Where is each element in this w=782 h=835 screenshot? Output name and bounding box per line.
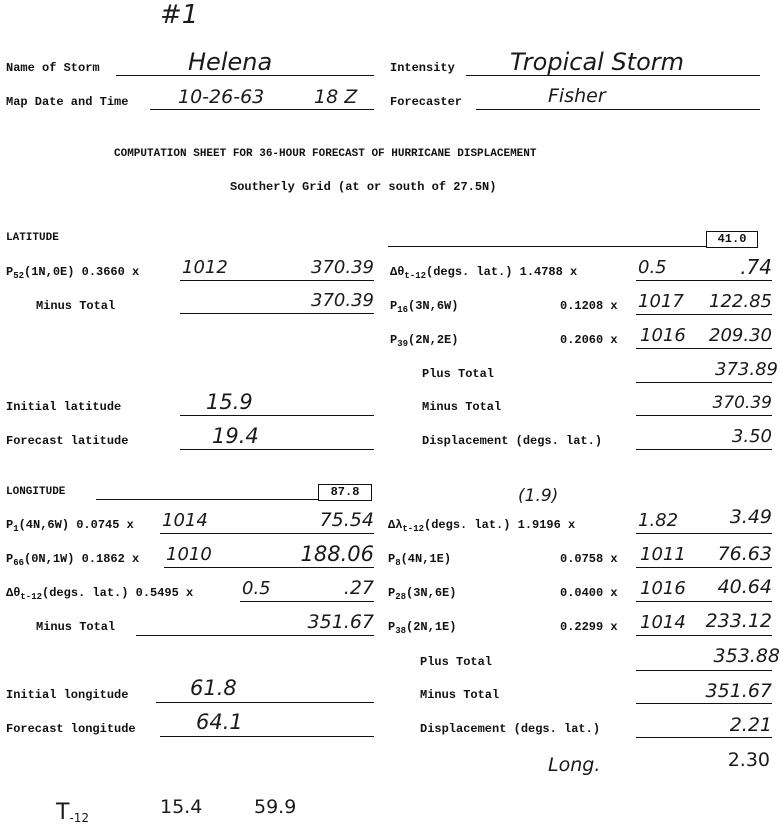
p38-result: 233.12 <box>705 610 772 632</box>
p8-input: 1011 <box>640 544 686 565</box>
dtheta-lat-result: .74 <box>740 255 772 279</box>
longitude-header-line <box>96 499 318 500</box>
p66-input: 1010 <box>166 544 212 565</box>
p66-label: $P_{66}(0N,1W)$ 0.1862 x <box>6 552 140 568</box>
lat-plus-total-value: 373.89 <box>715 359 778 380</box>
p39-line <box>636 348 772 349</box>
p16-coef: 0.1208 x <box>560 299 618 313</box>
lon-minus-total-right-label: Minus Total <box>420 688 500 702</box>
p8-line <box>636 567 772 568</box>
p52-result: 370.39 <box>311 257 374 278</box>
map-date-line <box>150 109 374 110</box>
p39-coef: 0.2060 x <box>560 333 618 347</box>
lon-displacement-label: Displacement (degs. lat.) <box>420 722 601 736</box>
long-value: 2.30 <box>727 749 770 771</box>
p8-coef: 0.0758 x <box>560 552 618 566</box>
lon-displacement-line <box>636 737 772 738</box>
p39-label: $P_{39}(2N,2E)$ <box>390 333 459 349</box>
dtheta-lon-result: .27 <box>343 577 374 599</box>
forecaster-value: Fisher <box>548 85 606 107</box>
dtheta-lat-line <box>636 280 772 281</box>
intensity-label: Intensity <box>390 61 455 75</box>
lat-minus-total-label: Minus Total <box>36 299 116 313</box>
t12-latitude: 15.4 <box>160 796 203 818</box>
lon-minus-total-right-value: 351.67 <box>705 680 772 702</box>
p66-result: 188.06 <box>300 542 374 566</box>
intensity-value: Tropical Storm <box>510 48 685 76</box>
initial-longitude-label: Initial longitude <box>6 688 129 702</box>
p1-result: 75.54 <box>319 509 374 531</box>
lat-minus-total-right-value: 370.39 <box>712 393 772 413</box>
latitude-header-line <box>388 246 706 247</box>
sheet-title: COMPUTATION SHEET FOR 36-HOUR FORECAST OF HURRICANE DISPLACEMENT <box>114 148 537 160</box>
initial-latitude-label: Initial latitude <box>6 400 122 414</box>
lat-displacement-value: 3.50 <box>731 426 772 447</box>
longitude-constant-box: 87.8 <box>318 484 372 501</box>
p28-label: $P_{28}(3N,6E)$ <box>388 586 457 602</box>
lon-minus-total-value: 351.67 <box>307 611 374 633</box>
dtheta-lon-input: 0.5 <box>242 578 271 599</box>
dlambda-line <box>636 533 772 534</box>
p39-result: 209.30 <box>709 325 772 346</box>
p16-input: 1017 <box>638 291 684 312</box>
p28-result: 40.64 <box>717 576 772 598</box>
lon-minus-total-label: Minus Total <box>36 620 116 634</box>
initial-longitude-value: 61.8 <box>190 676 237 700</box>
initial-latitude-value: 15.9 <box>206 390 253 414</box>
lat-plus-total-line <box>636 382 772 383</box>
lon-minus-total-line <box>136 635 374 636</box>
forecast-latitude-value: 19.4 <box>212 424 259 448</box>
dtheta-lon-label: $\Delta\theta_{t-12}(degs$. lat.) 0.5495 x <box>6 586 194 602</box>
sheet-subtitle: Southerly Grid (at or south of 27.5N) <box>230 180 497 194</box>
p8-label: $P_8(4N,1E)$ <box>388 552 452 568</box>
lon-plus-total-label: Plus Total <box>420 655 493 669</box>
p38-line <box>636 635 772 636</box>
p28-coef: 0.0400 x <box>560 586 618 600</box>
lat-displacement-line <box>636 449 772 450</box>
forecast-latitude-label: Forecast latitude <box>6 434 129 448</box>
forecast-latitude-line <box>180 449 374 450</box>
lon-plus-total-value: 353.88 <box>713 645 780 667</box>
long-note: Long. <box>548 754 601 776</box>
forecast-longitude-line <box>160 736 374 737</box>
page-mark: #1 <box>160 0 199 30</box>
dtheta-lon-line <box>240 601 374 602</box>
map-date-label: Map Date and Time <box>6 95 129 109</box>
dtheta-lat-label: $\Delta\theta_{t-12}(degs$. lat.) 1.4788 x <box>390 265 578 281</box>
lat-minus-total-value: 370.39 <box>311 290 374 311</box>
map-time-value: 18 Z <box>314 86 358 108</box>
lon-plus-total-line <box>636 670 772 671</box>
dlambda-label: $\Delta\lambda_{t-12}(degs$. lat.) 1.9196 x <box>388 518 576 534</box>
dtheta-lat-input: 0.5 <box>638 257 667 278</box>
t12-label: $T_{-12}$ <box>56 800 90 825</box>
dlambda-result: 3.49 <box>729 506 772 528</box>
storm-name-value: Helena <box>188 48 273 76</box>
map-date-value: 10-26-63 <box>178 86 265 108</box>
lat-minus-total-line <box>180 313 374 314</box>
storm-name-label: Name of Storm <box>6 61 100 75</box>
forecast-longitude-value: 64.1 <box>196 710 243 734</box>
p38-label: $P_{38}(2N,1E)$ <box>388 620 457 636</box>
p52-input: 1012 <box>182 257 228 278</box>
p16-line <box>636 314 772 315</box>
lat-plus-total-label: Plus Total <box>422 367 495 381</box>
p8-result: 76.63 <box>717 543 772 565</box>
forecaster-line <box>476 109 760 110</box>
lat-minus-total-right-line <box>636 415 772 416</box>
p39-input: 1016 <box>640 325 686 346</box>
initial-latitude-line <box>180 415 374 416</box>
p1-input: 1014 <box>162 510 208 531</box>
p1-label: $P_1(4N,6W)$ 0.0745 x <box>6 518 134 534</box>
lat-displacement-label: Displacement (degs. lat.) <box>422 434 603 448</box>
lat-minus-total-right-label: Minus Total <box>422 400 502 414</box>
p38-coef: 0.2299 x <box>560 620 618 634</box>
p52-line <box>180 280 374 281</box>
latitude-heading: LATITUDE <box>6 232 59 244</box>
dlambda-input: 1.82 <box>638 510 679 531</box>
p28-input: 1016 <box>640 578 686 599</box>
dlambda-note: (1.9) <box>518 486 559 506</box>
forecast-longitude-label: Forecast longitude <box>6 722 136 736</box>
p52-label: $P_{52}(1N,0E)$ 0.3660 x <box>6 265 140 281</box>
p1-line <box>160 533 374 534</box>
lon-displacement-value: 2.21 <box>729 714 772 736</box>
p38-input: 1014 <box>640 612 686 633</box>
t12-longitude: 59.9 <box>254 796 297 818</box>
p28-line <box>636 601 772 602</box>
latitude-constant-box: 41.0 <box>706 231 758 248</box>
p16-label: $P_{16}(3N,6W)$ <box>390 299 459 315</box>
initial-longitude-line <box>156 702 374 703</box>
lon-minus-total-right-line <box>636 703 772 704</box>
forecaster-label: Forecaster <box>390 95 463 109</box>
longitude-heading: LONGITUDE <box>6 486 66 498</box>
p16-result: 122.85 <box>709 291 772 312</box>
p66-line <box>164 567 374 568</box>
